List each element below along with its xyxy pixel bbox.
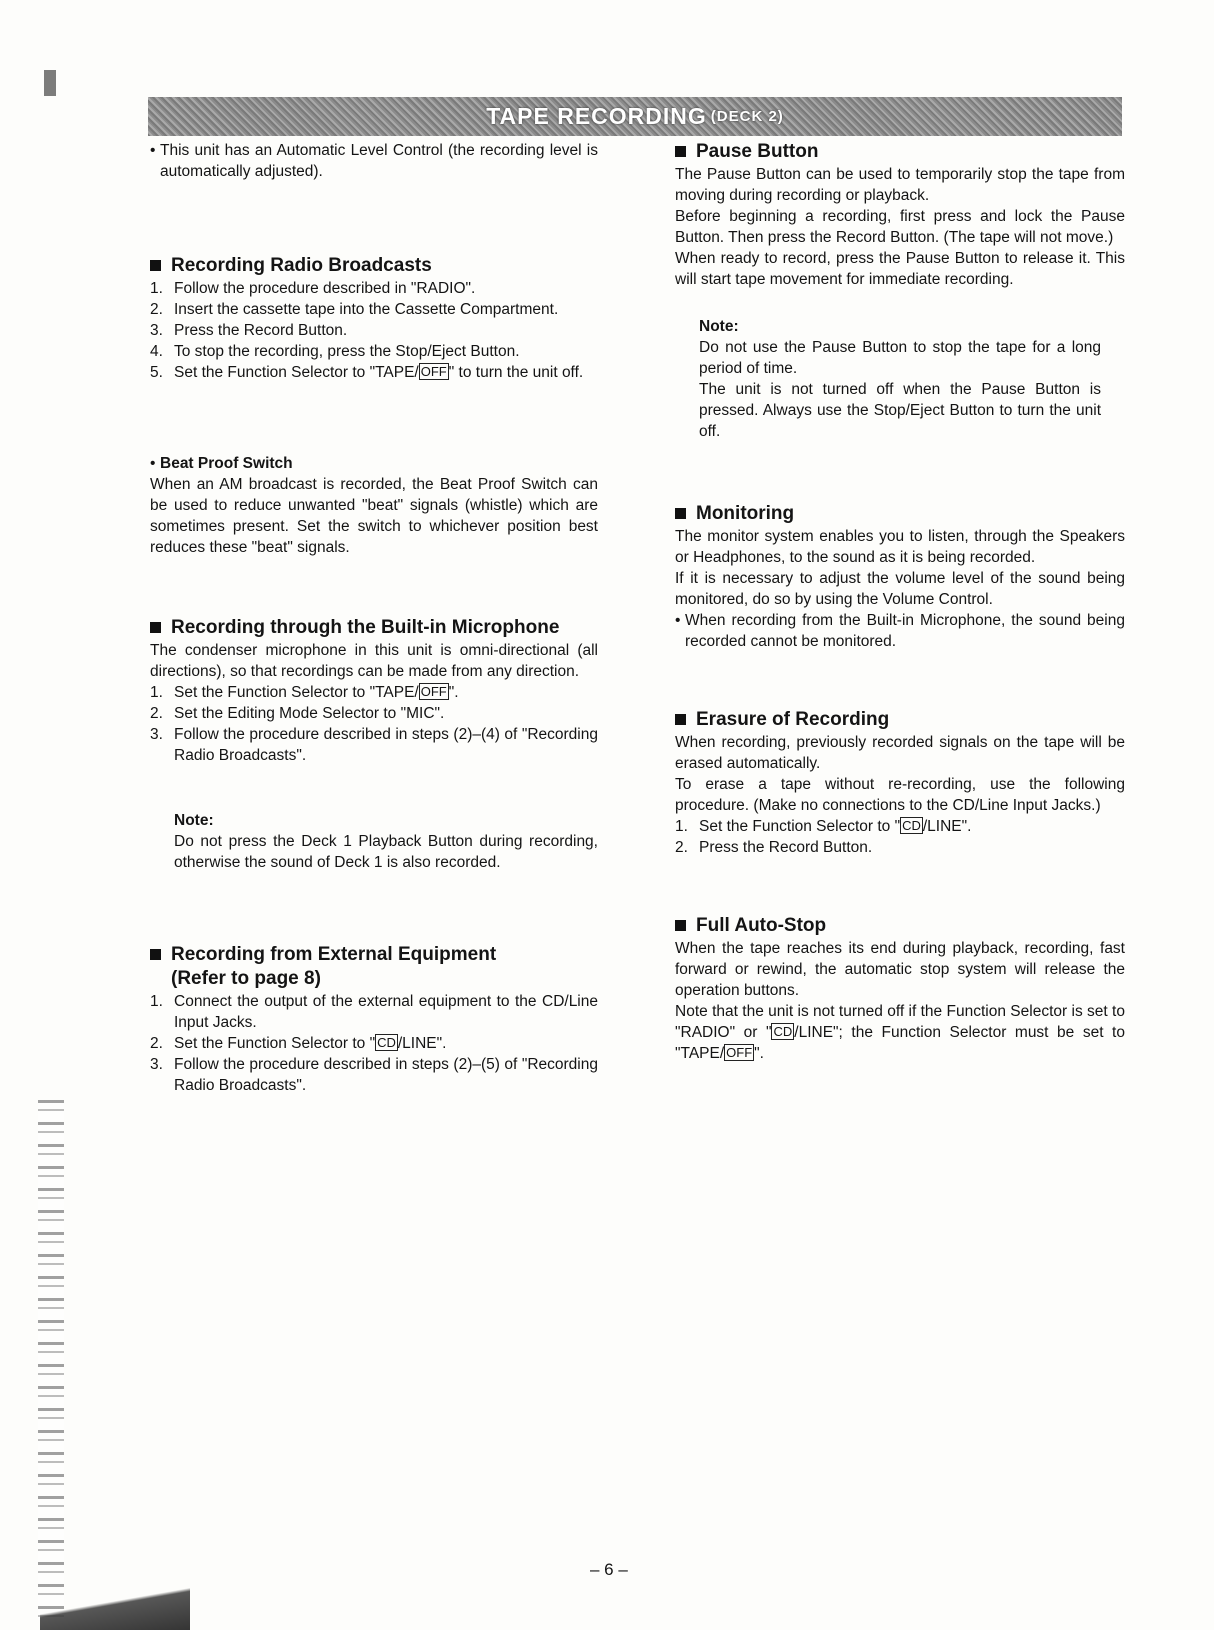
list-item: 2. Set the Editing Mode Selector to "MIC". [150,705,445,722]
pause-text-2: Before beginning a recording, first press and lock the Pause Button. Then press the Record Button. (The tape will not move.) [675,208,1125,246]
square-bullet-icon [675,714,686,725]
square-bullet-icon [150,622,161,633]
off-box: OFF [726,1045,753,1060]
list-item: 3. Follow the procedure described in steps (2)–(4) of "Recording Radio Broadcasts". [150,726,598,764]
radio-heading: Recording Radio Broadcasts [150,254,598,278]
external-heading: Recording from External Equipment (Refer to page 8) [150,943,598,991]
right-column [675,140,1125,1064]
erasure-text-2: To erase a tape without re-recording, use the following procedure. (Make no connections to the CD/Line Input Jacks.) [675,776,1125,814]
intro-text: This unit has an Automatic Level Control (the recording level is automatically adjusted). [160,142,598,180]
list-item: 3. Press the Record Button. [150,322,348,339]
erasure-text-1: When recording, previously recorded signals on the tape will be erased automatically. [675,734,1125,772]
note-text-2: The unit is not turned off when the Pause Button is pressed. Always use the Stop/Eject Button to turn the unit off. [699,381,1101,440]
monitoring-text-1: The monitor system enables you to listen, through the Speakers or Headphones, to the sound as it is being recorded. [675,528,1125,566]
autostop-heading: Full Auto-Stop [675,914,1125,938]
list-item: 1. Follow the procedure described in "RADIO". [150,280,476,297]
beat-proof-text: When an AM broadcast is recorded, the Beat Proof Switch can be used to reduce unwanted "beat" signals (whistle) which are sometimes present. Set the switch to whichever position best reduces these "beat" signals. [150,476,598,556]
monitoring-bullet: • When recording from the Built-in Microphone, the sound being recorded cannot be monitored. [675,612,1125,650]
mic-text: The condenser microphone in this unit is omni-directional (all directions), so that recordings can be made from any direction. [150,642,598,680]
monitoring-heading: Monitoring [675,502,1125,526]
cd-box: CD [773,1024,793,1039]
list-item: 2. Set the Function Selector to " CD /LINE". [150,1035,447,1052]
bullet-icon: • [150,142,156,159]
note-title: Note: [699,318,739,335]
beat-proof-title: • Beat Proof Switch [150,455,293,472]
off-box: OFF [420,684,447,699]
list-item: 1. Set the Function Selector to " CD /LINE". [675,818,972,835]
note-title: Note: [174,812,214,829]
square-bullet-icon [150,949,161,960]
list-item: 3. Follow the procedure described in steps (2)–(5) of "Recording Radio Broadcasts". [150,1056,598,1094]
list-item: 1. Set the Function Selector to "TAPE/ OFF ". [150,684,459,701]
list-item: 5. Set the Function Selector to "TAPE/ OFF " to turn the unit off. [150,364,584,381]
list-item: 2. Insert the cassette tape into the Cassette Compartment. [150,301,559,318]
autostop-text-2: Note that the unit is not turned off if the Function Selector is set to "RADIO" or " CD /LINE"; the Function Selector must be set to "TAPE/ OFF ". [675,1003,1125,1062]
pause-heading: Pause Button [675,140,1125,164]
list-item: 2. Press the Record Button. [675,839,873,856]
autostop-text-1: When the tape reaches its end during playback, recording, fast forward or rewind, the automatic stop system will release the operation buttons. [675,940,1125,999]
page-title: TAPE RECORDING [486,103,707,129]
square-bullet-icon [150,260,161,271]
monitoring-text-2: If it is necessary to adjust the volume level of the sound being monitored, do so by using the Volume Control. [675,570,1125,608]
erasure-steps [675,816,1125,858]
pause-text-1: The Pause Button can be used to temporarily stop the tape from moving during recording or playback. [675,166,1125,204]
list-item: 4. To stop the recording, press the Stop/Eject Button. [150,343,520,360]
note-text: Do not press the Deck 1 Playback Button during recording, otherwise the sound of Deck 1 is also recorded. [174,833,598,871]
erasure-heading: Erasure of Recording [675,708,1125,732]
mic-note [174,810,598,873]
bullet-icon: • [675,612,681,629]
scan-edge-artifact [38,1100,64,1620]
scan-mark [44,70,56,96]
bullet-icon: • [150,455,156,472]
mic-steps [150,682,598,766]
scan-corner-artifact [40,1586,190,1630]
intro-bullet [150,140,598,182]
section-banner [148,97,1122,136]
list-item: 1. Connect the output of the external equipment to the CD/Line Input Jacks. [150,993,598,1031]
note-text-1: Do not use the Pause Button to stop the tape for a long period of time. [699,339,1101,377]
off-box: OFF [420,364,447,379]
square-bullet-icon [675,920,686,931]
cd-box: CD [377,1035,396,1050]
cd-box: CD [902,818,921,833]
page-subtitle: (DECK 2) [710,108,784,125]
square-bullet-icon [675,508,686,519]
pause-text-3: When ready to record, press the Pause Button to release it. This will start tape movement for immediate recording. [675,250,1125,288]
external-steps [150,991,598,1096]
radio-steps [150,278,598,383]
page-number: – 6 – [590,1560,628,1579]
mic-heading: Recording through the Built-in Microphone [150,616,598,640]
left-column [150,140,598,1096]
square-bullet-icon [675,146,686,157]
pause-note [699,316,1101,442]
